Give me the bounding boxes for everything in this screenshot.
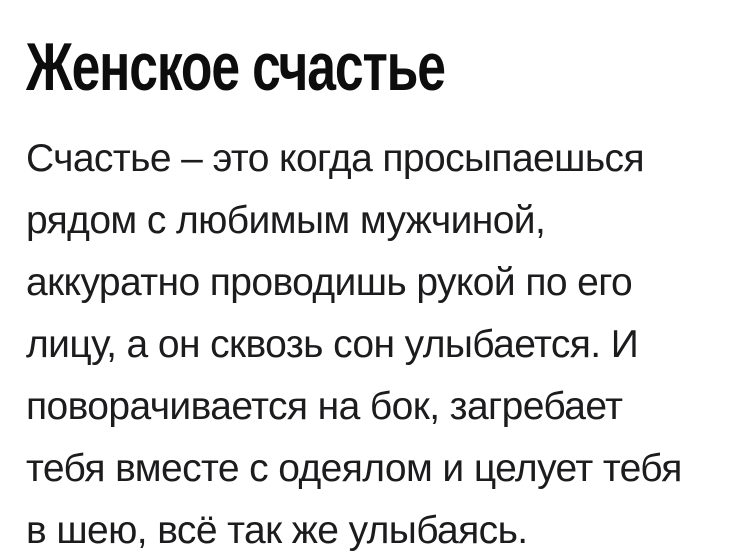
body-line: тебя вместе с одеялом и целует тебя: [26, 447, 682, 490]
page-title: Женское счастье: [26, 29, 445, 105]
body-line: поворачивается на бок, загребает: [26, 385, 623, 428]
body-line: рядом с любимым мужчиной,: [26, 199, 546, 242]
body-line: в шею, всё так же улыбаясь.: [26, 509, 528, 552]
body-line: лицу, а он сквозь сон улыбается. И: [26, 323, 639, 366]
body-text: [26, 128, 733, 560]
body-line: Счастье – это когда просыпаешься: [26, 137, 644, 180]
body-line: аккуратно проводишь рукой по его: [26, 261, 633, 304]
